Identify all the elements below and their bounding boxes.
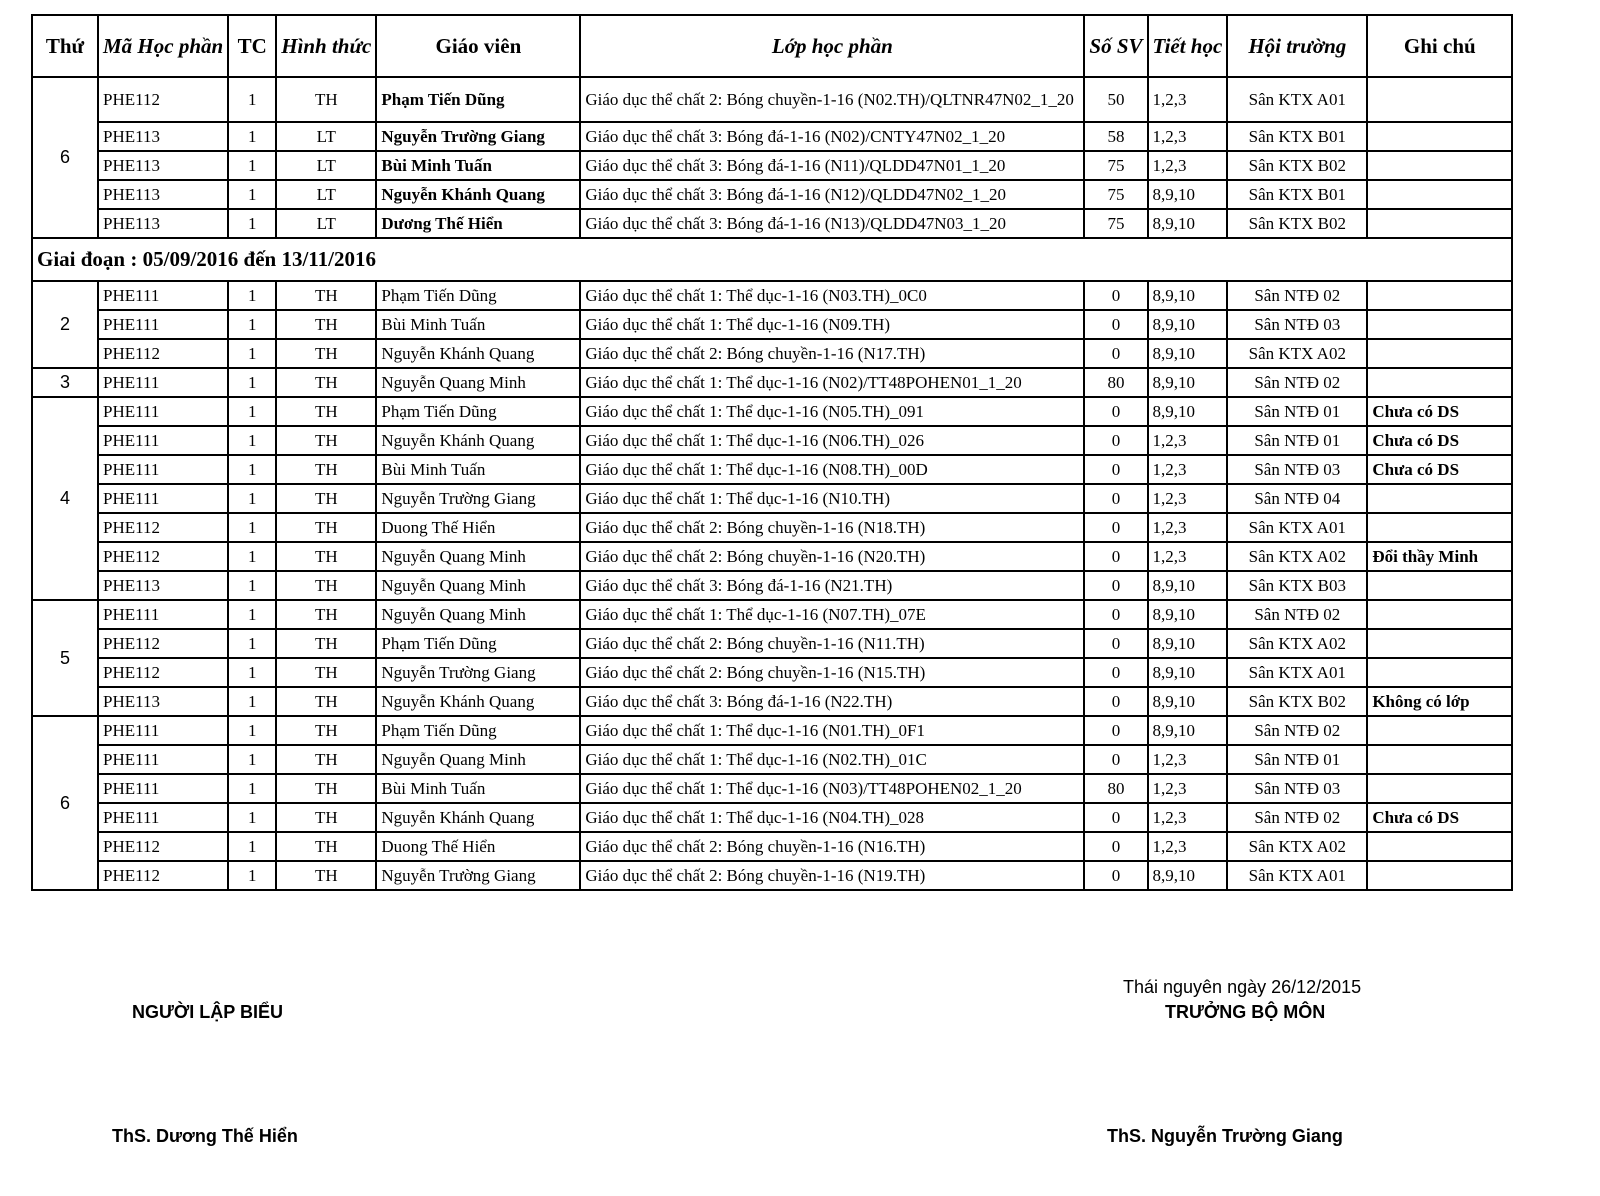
student-count-cell: 75 [1084,209,1147,238]
format-cell: LT [276,209,376,238]
student-count-cell: 0 [1084,687,1147,716]
class-section-cell: Giáo dục thể chất 1: Thể dục-1-16 (N02.TH)_01C [580,745,1084,774]
format-cell: TH [276,368,376,397]
note-cell [1367,600,1512,629]
format-cell: TH [276,600,376,629]
table-row [32,861,1512,890]
periods-cell: 1,2,3 [1148,122,1228,151]
credit-cell: 1 [228,368,276,397]
note-cell [1367,209,1512,238]
venue-cell: Sân KTX B03 [1227,571,1367,600]
student-count-cell: 58 [1084,122,1147,151]
class-section-cell: Giáo dục thể chất 2: Bóng chuyền-1-16 (N16.TH) [580,832,1084,861]
periods-cell: 8,9,10 [1148,209,1228,238]
venue-cell: Sân NTĐ 03 [1227,455,1367,484]
credit-cell: 1 [228,180,276,209]
student-count-cell: 0 [1084,571,1147,600]
note-cell [1367,832,1512,861]
student-count-cell: 75 [1084,180,1147,209]
teacher-cell: Nguyễn Quang Minh [376,571,580,600]
credit-cell: 1 [228,832,276,861]
periods-cell: 1,2,3 [1148,803,1228,832]
note-cell [1367,368,1512,397]
course-code-cell: PHE112 [98,339,228,368]
venue-cell: Sân NTĐ 03 [1227,310,1367,339]
teacher-cell: Nguyễn Khánh Quang [376,180,580,209]
teacher-cell: Phạm Tiến Dũng [376,629,580,658]
teacher-cell: Nguyễn Trường Giang [376,122,580,151]
place-date: Thái nguyên ngày 26/12/2015 [1123,977,1362,997]
teacher-cell: Bùi Minh Tuấn [376,151,580,180]
day-cell: 6 [32,77,98,238]
course-code-cell: PHE111 [98,600,228,629]
venue-cell: Sân NTĐ 02 [1227,716,1367,745]
table-row [32,716,1512,745]
format-cell: TH [276,484,376,513]
note-cell: Chưa có DS [1367,426,1512,455]
format-cell: TH [276,745,376,774]
class-section-cell: Giáo dục thể chất 2: Bóng chuyền-1-16 (N20.TH) [580,542,1084,571]
format-cell: TH [276,77,376,122]
left-signer-name: ThS. Dương Thế Hiển [112,1126,298,1146]
course-code-cell: PHE112 [98,832,228,861]
venue-cell: Sân KTX B02 [1227,209,1367,238]
table-row [32,542,1512,571]
student-count-cell: 0 [1084,426,1147,455]
header-giao-vien: Giáo viên [376,15,580,77]
day-cell: 4 [32,397,98,600]
course-code-cell: PHE111 [98,310,228,339]
student-count-cell: 0 [1084,455,1147,484]
note-cell: Đổi thầy Minh [1367,542,1512,571]
periods-cell: 8,9,10 [1148,180,1228,209]
credit-cell: 1 [228,397,276,426]
credit-cell: 1 [228,745,276,774]
note-cell: Chưa có DS [1367,397,1512,426]
venue-cell: Sân KTX A01 [1227,77,1367,122]
credit-cell: 1 [228,281,276,310]
credit-cell: 1 [228,600,276,629]
credit-cell: 1 [228,484,276,513]
course-code-cell: PHE112 [98,542,228,571]
class-section-cell: Giáo dục thể chất 1: Thể dục-1-16 (N03.TH)_0C0 [580,281,1084,310]
table-row [32,281,1512,310]
table-row [32,77,1512,122]
format-cell: LT [276,151,376,180]
course-code-cell: PHE112 [98,658,228,687]
header-ghi-chu: Ghi chú [1367,15,1512,77]
credit-cell: 1 [228,426,276,455]
format-cell: TH [276,658,376,687]
venue-cell: Sân NTĐ 01 [1227,745,1367,774]
credit-cell: 1 [228,861,276,890]
venue-cell: Sân NTĐ 04 [1227,484,1367,513]
teacher-cell: Nguyễn Khánh Quang [376,426,580,455]
teacher-cell: Bùi Minh Tuấn [376,455,580,484]
phase-title: Giai đoạn : 05/09/2016 đến 13/11/2016 [32,238,1512,281]
note-cell [1367,716,1512,745]
venue-cell: Sân KTX A02 [1227,629,1367,658]
table-row [32,687,1512,716]
schedule-body [32,77,1512,890]
periods-cell: 8,9,10 [1148,600,1228,629]
teacher-cell: Phạm Tiến Dũng [376,281,580,310]
note-cell: Chưa có DS [1367,803,1512,832]
note-cell [1367,122,1512,151]
venue-cell: Sân KTX B01 [1227,180,1367,209]
course-code-cell: PHE113 [98,151,228,180]
student-count-cell: 0 [1084,484,1147,513]
note-cell [1367,774,1512,803]
table-row [32,209,1512,238]
format-cell: TH [276,687,376,716]
format-cell: TH [276,803,376,832]
credit-cell: 1 [228,151,276,180]
periods-cell: 8,9,10 [1148,310,1228,339]
format-cell: TH [276,861,376,890]
table-row [32,745,1512,774]
day-cell: 5 [32,600,98,716]
credit-cell: 1 [228,513,276,542]
format-cell: TH [276,716,376,745]
student-count-cell: 0 [1084,397,1147,426]
format-cell: TH [276,455,376,484]
class-section-cell: Giáo dục thể chất 3: Bóng đá-1-16 (N11)/QLDD47N01_1_20 [580,151,1084,180]
table-row [32,832,1512,861]
credit-cell: 1 [228,209,276,238]
note-cell [1367,339,1512,368]
periods-cell: 1,2,3 [1148,77,1228,122]
course-code-cell: PHE111 [98,426,228,455]
note-cell [1367,658,1512,687]
credit-cell: 1 [228,455,276,484]
note-cell: Không có lớp [1367,687,1512,716]
student-count-cell: 75 [1084,151,1147,180]
course-code-cell: PHE112 [98,861,228,890]
course-code-cell: PHE113 [98,180,228,209]
note-cell [1367,629,1512,658]
left-signer-title: NGƯỜI LẬP BIỂU [132,1002,283,1022]
header-hoi-truong: Hội trường [1227,15,1367,77]
periods-cell: 8,9,10 [1148,368,1228,397]
header-tiet-hoc: Tiết học [1148,15,1228,77]
note-cell [1367,861,1512,890]
format-cell: TH [276,426,376,455]
venue-cell: Sân KTX A01 [1227,861,1367,890]
class-section-cell: Giáo dục thể chất 3: Bóng đá-1-16 (N13)/QLDD47N03_1_20 [580,209,1084,238]
student-count-cell: 0 [1084,542,1147,571]
table-row [32,658,1512,687]
periods-cell: 8,9,10 [1148,629,1228,658]
phase-row [32,238,1512,281]
class-section-cell: Giáo dục thể chất 2: Bóng chuyền-1-16 (N02.TH)/QLTNR47N02_1_20 [580,77,1084,122]
credit-cell: 1 [228,77,276,122]
format-cell: TH [276,310,376,339]
class-section-cell: Giáo dục thể chất 3: Bóng đá-1-16 (N22.TH) [580,687,1084,716]
class-section-cell: Giáo dục thể chất 3: Bóng đá-1-16 (N21.TH) [580,571,1084,600]
teacher-cell: Bùi Minh Tuấn [376,310,580,339]
table-row [32,310,1512,339]
credit-cell: 1 [228,658,276,687]
credit-cell: 1 [228,122,276,151]
credit-cell: 1 [228,310,276,339]
periods-cell: 1,2,3 [1148,455,1228,484]
course-code-cell: PHE112 [98,77,228,122]
table-row [32,513,1512,542]
credit-cell: 1 [228,542,276,571]
course-code-cell: PHE112 [98,513,228,542]
note-cell [1367,484,1512,513]
class-section-cell: Giáo dục thể chất 1: Thể dục-1-16 (N01.TH)_0F1 [580,716,1084,745]
venue-cell: Sân KTX A02 [1227,542,1367,571]
periods-cell: 1,2,3 [1148,832,1228,861]
periods-cell: 8,9,10 [1148,658,1228,687]
venue-cell: Sân NTĐ 02 [1227,600,1367,629]
student-count-cell: 80 [1084,774,1147,803]
course-code-cell: PHE111 [98,397,228,426]
credit-cell: 1 [228,716,276,745]
day-cell: 2 [32,281,98,368]
right-signer-name: ThS. Nguyễn Trường Giang [1107,1126,1343,1146]
credit-cell: 1 [228,803,276,832]
teacher-cell: Phạm Tiến Dũng [376,77,580,122]
table-row [32,426,1512,455]
class-section-cell: Giáo dục thể chất 2: Bóng chuyền-1-16 (N11.TH) [580,629,1084,658]
venue-cell: Sân KTX A01 [1227,658,1367,687]
table-row [32,629,1512,658]
venue-cell: Sân NTĐ 03 [1227,774,1367,803]
periods-cell: 1,2,3 [1148,151,1228,180]
class-section-cell: Giáo dục thể chất 3: Bóng đá-1-16 (N12)/QLDD47N02_1_20 [580,180,1084,209]
class-section-cell: Giáo dục thể chất 1: Thể dục-1-16 (N06.TH)_026 [580,426,1084,455]
class-section-cell: Giáo dục thể chất 2: Bóng chuyền-1-16 (N18.TH) [580,513,1084,542]
format-cell: TH [276,281,376,310]
teacher-cell: Phạm Tiến Dũng [376,716,580,745]
periods-cell: 8,9,10 [1148,716,1228,745]
student-count-cell: 0 [1084,716,1147,745]
table-row [32,803,1512,832]
class-section-cell: Giáo dục thể chất 1: Thể dục-1-16 (N03)/TT48POHEN02_1_20 [580,774,1084,803]
teacher-cell: Nguyễn Trường Giang [376,484,580,513]
periods-cell: 8,9,10 [1148,339,1228,368]
teacher-cell: Nguyễn Khánh Quang [376,687,580,716]
class-section-cell: Giáo dục thể chất 1: Thể dục-1-16 (N10.TH) [580,484,1084,513]
venue-cell: Sân KTX B02 [1227,151,1367,180]
student-count-cell: 80 [1084,368,1147,397]
header-lop-hoc-phan: Lớp học phần [580,15,1084,77]
credit-cell: 1 [228,629,276,658]
venue-cell: Sân NTĐ 02 [1227,803,1367,832]
class-section-cell: Giáo dục thể chất 1: Thể dục-1-16 (N05.TH)_091 [580,397,1084,426]
table-row [32,484,1512,513]
header-tc: TC [228,15,276,77]
periods-cell: 8,9,10 [1148,861,1228,890]
note-cell [1367,745,1512,774]
header-thu: Thứ [32,15,98,77]
course-code-cell: PHE111 [98,281,228,310]
student-count-cell: 0 [1084,600,1147,629]
venue-cell: Sân KTX A02 [1227,339,1367,368]
note-cell [1367,77,1512,122]
student-count-cell: 0 [1084,861,1147,890]
format-cell: TH [276,629,376,658]
periods-cell: 8,9,10 [1148,571,1228,600]
credit-cell: 1 [228,339,276,368]
format-cell: TH [276,397,376,426]
course-code-cell: PHE111 [98,774,228,803]
student-count-cell: 0 [1084,832,1147,861]
student-count-cell: 0 [1084,629,1147,658]
credit-cell: 1 [228,687,276,716]
format-cell: TH [276,339,376,368]
note-cell [1367,151,1512,180]
venue-cell: Sân KTX B02 [1227,687,1367,716]
teacher-cell: Nguyễn Trường Giang [376,861,580,890]
format-cell: LT [276,122,376,151]
class-section-cell: Giáo dục thể chất 1: Thể dục-1-16 (N02)/TT48POHEN01_1_20 [580,368,1084,397]
teacher-cell: Nguyễn Trường Giang [376,658,580,687]
student-count-cell: 0 [1084,310,1147,339]
student-count-cell: 0 [1084,513,1147,542]
teacher-cell: Bùi Minh Tuấn [376,774,580,803]
note-cell [1367,281,1512,310]
course-code-cell: PHE111 [98,716,228,745]
teacher-cell: Nguyễn Khánh Quang [376,339,580,368]
student-count-cell: 50 [1084,77,1147,122]
periods-cell: 1,2,3 [1148,426,1228,455]
venue-cell: Sân NTĐ 01 [1227,397,1367,426]
venue-cell: Sân KTX A02 [1227,832,1367,861]
table-row [32,455,1512,484]
periods-cell: 1,2,3 [1148,774,1228,803]
student-count-cell: 0 [1084,281,1147,310]
periods-cell: 8,9,10 [1148,687,1228,716]
periods-cell: 1,2,3 [1148,542,1228,571]
course-code-cell: PHE113 [98,687,228,716]
header-so-sv: Số SV [1084,15,1147,77]
table-row [32,774,1512,803]
schedule-table [31,14,1513,891]
course-code-cell: PHE111 [98,368,228,397]
course-code-cell: PHE111 [98,745,228,774]
student-count-cell: 0 [1084,658,1147,687]
header-row [32,15,1512,77]
venue-cell: Sân KTX A01 [1227,513,1367,542]
format-cell: TH [276,832,376,861]
course-code-cell: PHE113 [98,209,228,238]
course-code-cell: PHE111 [98,803,228,832]
credit-cell: 1 [228,571,276,600]
course-code-cell: PHE113 [98,122,228,151]
day-cell: 6 [32,716,98,890]
format-cell: TH [276,513,376,542]
class-section-cell: Giáo dục thể chất 2: Bóng chuyền-1-16 (N19.TH) [580,861,1084,890]
format-cell: TH [276,542,376,571]
periods-cell: 8,9,10 [1148,397,1228,426]
format-cell: LT [276,180,376,209]
student-count-cell: 0 [1084,803,1147,832]
teacher-cell: Nguyễn Quang Minh [376,600,580,629]
table-row [32,339,1512,368]
format-cell: TH [276,571,376,600]
teacher-cell: Phạm Tiến Dũng [376,397,580,426]
venue-cell: Sân NTĐ 02 [1227,368,1367,397]
course-code-cell: PHE112 [98,629,228,658]
periods-cell: 1,2,3 [1148,745,1228,774]
table-row [32,571,1512,600]
teacher-cell: Nguyễn Quang Minh [376,745,580,774]
table-row [32,180,1512,209]
table-row [32,122,1512,151]
note-cell [1367,513,1512,542]
note-cell [1367,180,1512,209]
teacher-cell: Nguyễn Khánh Quang [376,803,580,832]
class-section-cell: Giáo dục thể chất 2: Bóng chuyền-1-16 (N15.TH) [580,658,1084,687]
format-cell: TH [276,774,376,803]
course-code-cell: PHE111 [98,455,228,484]
table-row [32,368,1512,397]
class-section-cell: Giáo dục thể chất 1: Thể dục-1-16 (N09.TH) [580,310,1084,339]
class-section-cell: Giáo dục thể chất 1: Thể dục-1-16 (N04.TH)_028 [580,803,1084,832]
note-cell [1367,571,1512,600]
venue-cell: Sân NTĐ 02 [1227,281,1367,310]
teacher-cell: Nguyễn Quang Minh [376,368,580,397]
table-row [32,151,1512,180]
teacher-cell: Duong Thế Hiển [376,832,580,861]
venue-cell: Sân KTX B01 [1227,122,1367,151]
class-section-cell: Giáo dục thể chất 3: Bóng đá-1-16 (N02)/CNTY47N02_1_20 [580,122,1084,151]
class-section-cell: Giáo dục thể chất 1: Thể dục-1-16 (N08.TH)_00D [580,455,1084,484]
table-row [32,600,1512,629]
credit-cell: 1 [228,774,276,803]
header-hinh-thuc: Hình thức [276,15,376,77]
class-section-cell: Giáo dục thể chất 2: Bóng chuyền-1-16 (N17.TH) [580,339,1084,368]
right-signer-title: TRƯỞNG BỘ MÔN [1165,1002,1326,1022]
table-row [32,397,1512,426]
student-count-cell: 0 [1084,745,1147,774]
venue-cell: Sân NTĐ 01 [1227,426,1367,455]
periods-cell: 1,2,3 [1148,484,1228,513]
header-ma-hoc-phan: Mã Học phần [98,15,228,77]
course-code-cell: PHE111 [98,484,228,513]
teacher-cell: Nguyễn Quang Minh [376,542,580,571]
teacher-cell: Duong Thế Hiển [376,513,580,542]
note-cell: Chưa có DS [1367,455,1512,484]
day-cell: 3 [32,368,98,397]
periods-cell: 1,2,3 [1148,513,1228,542]
teacher-cell: Dương Thế Hiển [376,209,580,238]
class-section-cell: Giáo dục thể chất 1: Thể dục-1-16 (N07.TH)_07E [580,600,1084,629]
course-code-cell: PHE113 [98,571,228,600]
note-cell [1367,310,1512,339]
periods-cell: 8,9,10 [1148,281,1228,310]
student-count-cell: 0 [1084,339,1147,368]
